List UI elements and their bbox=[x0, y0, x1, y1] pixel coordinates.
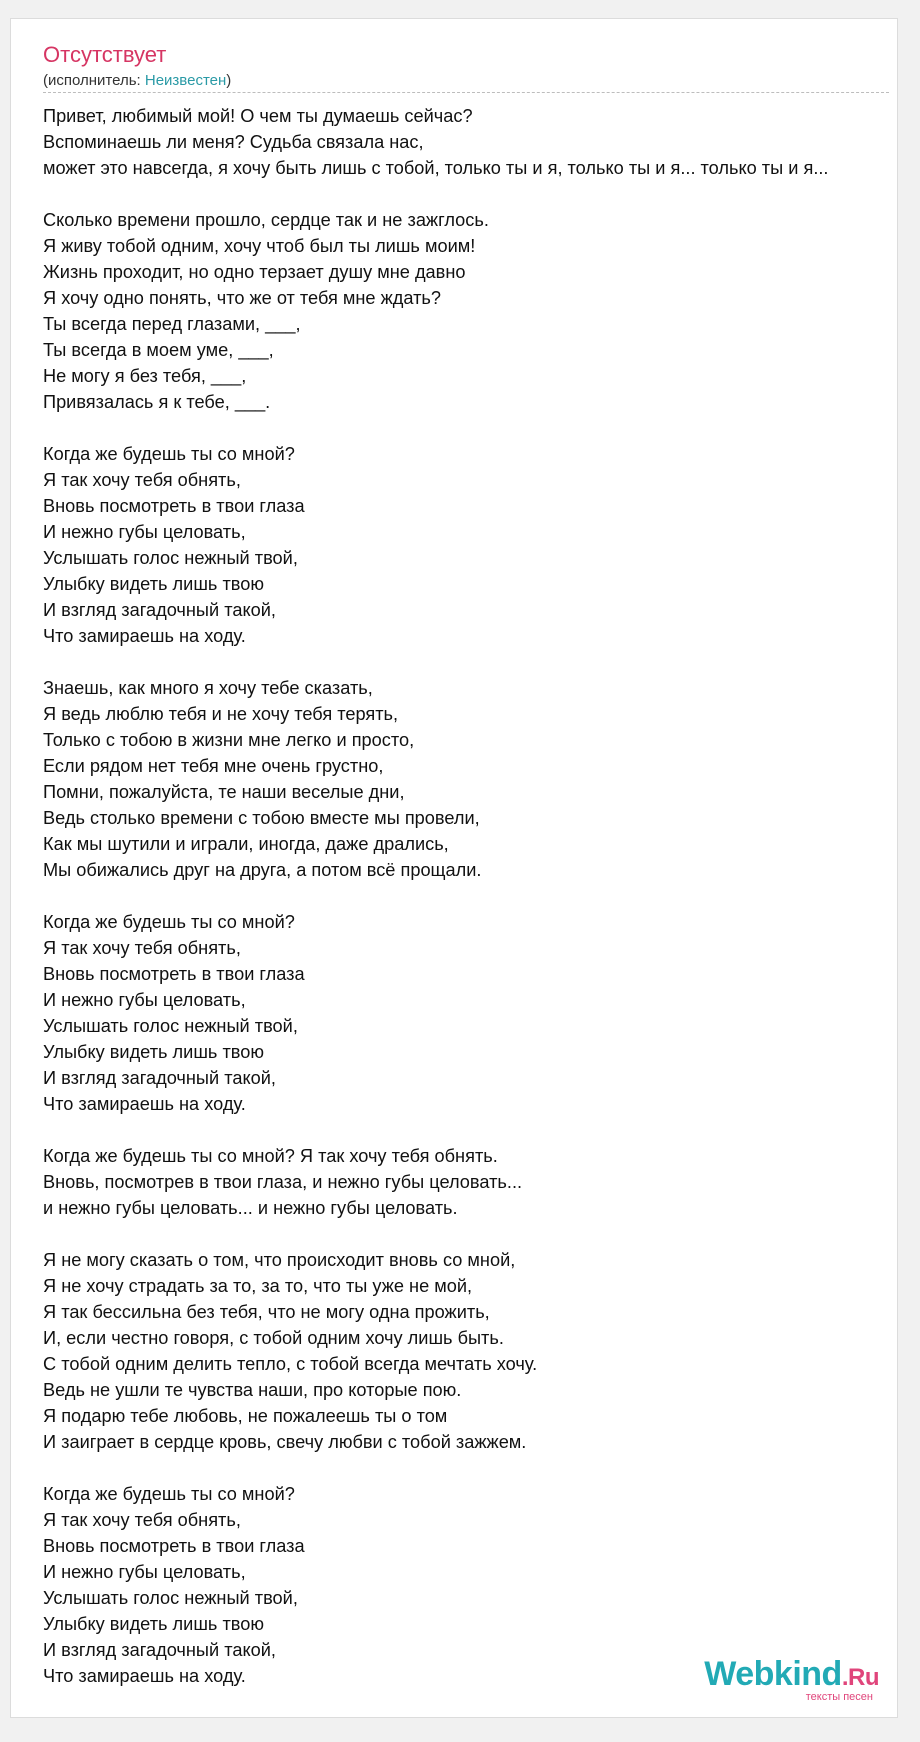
lyrics-line: Я не могу сказать о том, что происходит вновь со мной, bbox=[43, 1250, 516, 1270]
lyrics-line: Когда же будешь ты со мной? bbox=[43, 912, 295, 932]
lyrics-line: Я хочу одно понять, что же от тебя мне ждать? bbox=[43, 288, 442, 308]
lyrics-stanza bbox=[43, 441, 898, 649]
lyrics-line: Я так хочу тебя обнять, bbox=[43, 938, 241, 958]
song-title: Отсутствует bbox=[43, 42, 167, 67]
lyrics-line: Услышать голос нежный твой, bbox=[43, 548, 298, 568]
lyrics-line: Привязалась я к тебе, ___. bbox=[43, 392, 271, 412]
lyrics-line: Ведь столько времени с тобою вместе мы провели, bbox=[43, 808, 480, 828]
lyrics-line: И, если честно говоря, с тобой одним хочу лишь быть. bbox=[43, 1328, 504, 1348]
lyrics-line: И взгляд загадочный такой, bbox=[43, 1068, 276, 1088]
song-header bbox=[43, 41, 883, 91]
lyrics-line: Не могу я без тебя, ___, bbox=[43, 366, 247, 386]
lyrics-stanza bbox=[43, 1143, 898, 1221]
logo-tld: .Ru bbox=[841, 1664, 879, 1691]
lyrics-stanza bbox=[43, 1247, 898, 1455]
lyrics-stanza bbox=[43, 675, 898, 883]
header-divider bbox=[43, 92, 889, 93]
lyrics-line: Что замираешь на ходу. bbox=[43, 1094, 246, 1114]
lyrics-line: Улыбку видеть лишь твою bbox=[43, 574, 264, 594]
lyrics-line: Что замираешь на ходу. bbox=[43, 626, 246, 646]
lyrics-line: Я так хочу тебя обнять, bbox=[43, 1510, 241, 1530]
lyrics-line: Когда же будешь ты со мной? bbox=[43, 444, 295, 464]
logo-wordmark bbox=[704, 1657, 879, 1695]
lyrics-line: Я не хочу страдать за то, за то, что ты уже не мой, bbox=[43, 1276, 473, 1296]
lyrics-line: И нежно губы целовать, bbox=[43, 990, 246, 1010]
lyrics-line: Я подарю тебе любовь, не пожалеешь ты о том bbox=[43, 1406, 448, 1426]
lyrics-line: С тобой одним делить тепло, с тобой всегда мечтать хочу. bbox=[43, 1354, 538, 1374]
lyrics-line: и нежно губы целовать... и нежно губы целовать. bbox=[43, 1198, 458, 1218]
lyrics-line: Мы обижались друг на друга, а потом всё прощали. bbox=[43, 860, 482, 880]
lyrics-line: Услышать голос нежный твой, bbox=[43, 1016, 298, 1036]
lyrics-stanza bbox=[43, 103, 898, 181]
lyrics-body bbox=[43, 103, 898, 1715]
lyrics-line: Ведь не ушли те чувства наши, про которые пою. bbox=[43, 1380, 462, 1400]
lyrics-stanza bbox=[43, 909, 898, 1117]
lyrics-line: И нежно губы целовать, bbox=[43, 1562, 246, 1582]
lyrics-line: Вспоминаешь ли меня? Судьба связала нас, bbox=[43, 132, 424, 152]
lyrics-line: И заиграет в сердце кровь, свечу любви с тобой зажжем. bbox=[43, 1432, 527, 1452]
lyrics-card bbox=[10, 18, 898, 1718]
lyrics-line: Что замираешь на ходу. bbox=[43, 1666, 246, 1686]
lyrics-line: Когда же будешь ты со мной? bbox=[43, 1484, 295, 1504]
lyrics-line: Я живу тобой одним, хочу чтоб был ты лишь моим! bbox=[43, 236, 476, 256]
lyrics-line: Вновь посмотреть в твои глаза bbox=[43, 1536, 305, 1556]
lyrics-line: Я так бессильна без тебя, что не могу одна прожить, bbox=[43, 1302, 490, 1322]
lyrics-line: Знаешь, как много я хочу тебе сказать, bbox=[43, 678, 373, 698]
artist-line bbox=[43, 71, 883, 91]
lyrics-stanza bbox=[43, 207, 898, 415]
lyrics-line: Как мы шутили и играли, иногда, даже дрались, bbox=[43, 834, 449, 854]
lyrics-line: Я ведь люблю тебя и не хочу тебя терять, bbox=[43, 704, 399, 724]
lyrics-line: Если рядом нет тебя мне очень грустно, bbox=[43, 756, 384, 776]
logo-name: Webkind bbox=[704, 1655, 842, 1693]
lyrics-line: Сколько времени прошло, сердце так и не зажглось. bbox=[43, 210, 489, 230]
lyrics-line: Когда же будешь ты со мной? Я так хочу тебя обнять. bbox=[43, 1146, 498, 1166]
lyrics-line: Вновь посмотреть в твои глаза bbox=[43, 496, 305, 516]
artist-link[interactable]: Неизвестен bbox=[144, 72, 227, 89]
lyrics-line: И нежно губы целовать, bbox=[43, 522, 246, 542]
artist-prefix: (исполнитель: bbox=[43, 72, 145, 89]
lyrics-line: И взгляд загадочный такой, bbox=[43, 600, 276, 620]
site-logo[interactable] bbox=[704, 1657, 879, 1703]
lyrics-line: Помни, пожалуйста, те наши веселые дни, bbox=[43, 782, 405, 802]
lyrics-line: Улыбку видеть лишь твою bbox=[43, 1042, 264, 1062]
lyrics-line: Улыбку видеть лишь твою bbox=[43, 1614, 264, 1634]
lyrics-line: И взгляд загадочный такой, bbox=[43, 1640, 276, 1660]
lyrics-line: Я так хочу тебя обнять, bbox=[43, 470, 241, 490]
lyrics-line: Только с тобою в жизни мне легко и просто, bbox=[43, 730, 415, 750]
artist-suffix: ) bbox=[226, 72, 232, 89]
lyrics-line: Ты всегда в моем уме, ___, bbox=[43, 340, 274, 360]
lyrics-line: Ты всегда перед глазами, ___, bbox=[43, 314, 301, 334]
lyrics-line: Услышать голос нежный твой, bbox=[43, 1588, 298, 1608]
logo-tagline: тексты песен bbox=[805, 1691, 873, 1703]
lyrics-line: Привет, любимый мой! О чем ты думаешь сейчас? bbox=[43, 106, 473, 126]
lyrics-line: Вновь, посмотрев в твои глаза, и нежно губы целовать... bbox=[43, 1172, 523, 1192]
lyrics-line: Вновь посмотреть в твои глаза bbox=[43, 964, 305, 984]
lyrics-line: может это навсегда, я хочу быть лишь с тобой, только ты и я, только ты и я... только ты и я... bbox=[43, 158, 829, 178]
lyrics-line: Жизнь проходит, но одно терзает душу мне давно bbox=[43, 262, 466, 282]
